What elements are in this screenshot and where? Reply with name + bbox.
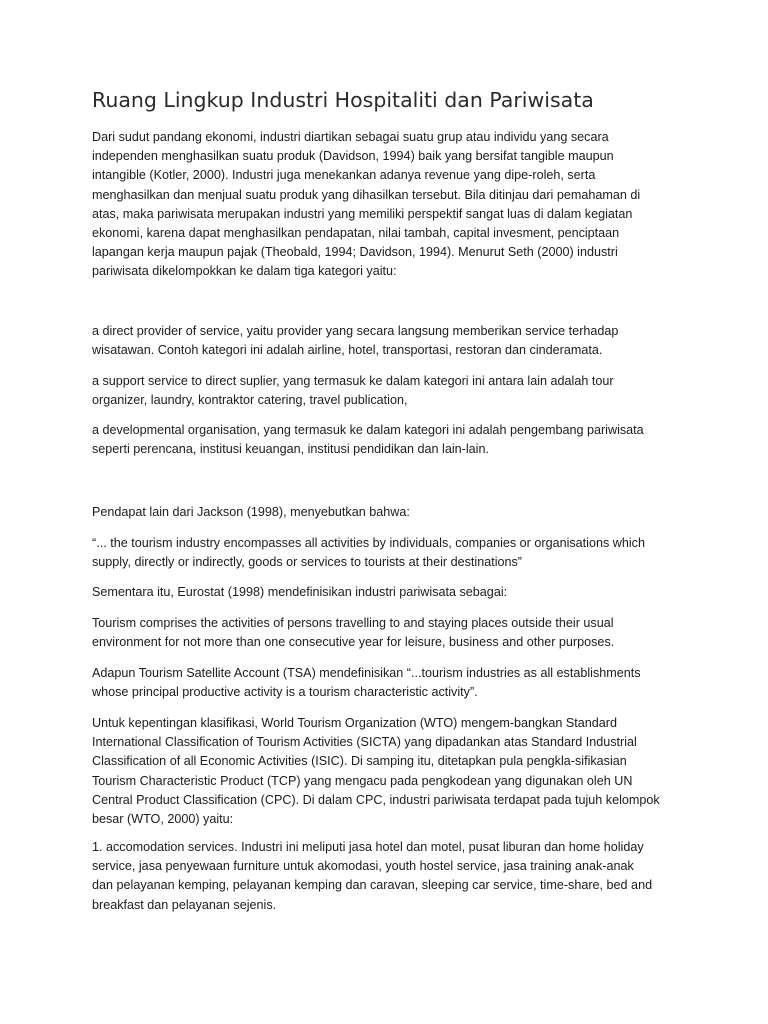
paragraph-wto-classification: Untuk kepentingan klasifikasi, World Tourism Organization (WTO) mengem-bangkan Standard International Classification of Tourism Activities (SICTA) yang dipadankan atas Standard Industrial Classification of all Economic Activities (ISIC). Di samping itu, ditetapkan pula pengkla-sifikasian Tourism Characteristic Product (TCP) yang mengacu pada pengkodean yang digunakan oleh UN Central Product Classification (CPC). Di dalam CPC, industri pariwisata terdapat pada tujuh kelompok besar (WTO, 2000) yaitu: xyxy=(92,716,660,827)
paragraph-eurostat: Sementara itu, Eurostat (1998) mendefinisikan industri pariwisata sebagai: xyxy=(92,585,508,599)
paragraph-jackson: Pendapat lain dari Jackson (1998), menyebutkan bahwa: xyxy=(92,505,410,519)
paragraph-tsa: Adapun Tourism Satellite Account (TSA) mendefinisikan “...tourism industries as all establishments whose principal productive activity is a tourism characteristic activity”. xyxy=(92,666,641,700)
paragraph-accomodation-services: 1. accomodation services. Industri ini meliputi jasa hotel dan motel, pusat liburan dan home holiday service, jasa penyewaan furniture untuk akomodasi, youth hostel service, jasa training anak-anak dan pelayanan kemping, pelayanan kemping dan caravan, sleeping car service, time-share, bed and breakfast dan pelayanan sejenis. xyxy=(92,840,653,912)
paragraph-support-service: a support service to direct suplier, yang termasuk ke dalam kategori ini antara lain adalah tour organizer, laundry, kontraktor catering, travel publication, xyxy=(92,374,614,408)
paragraph-direct-provider: a direct provider of service, yaitu provider yang secara langsung memberikan service terhadap wisatawan. Contoh kategori ini adalah airline, hotel, transportasi, restoran dan cinderamata. xyxy=(92,324,619,358)
paragraph-jackson-quote: “... the tourism industry encompasses all activities by individuals, companies or organisations which supply, directly or indirectly, goods or services to tourists at their destinations” xyxy=(92,536,645,570)
paragraph-developmental-organisation: a developmental organisation, yang termasuk ke dalam kategori ini adalah pengembang pariwisata seperti perencana, institusi keuangan, institusi pendidikan dan lain-lain. xyxy=(92,423,644,457)
paragraph-tourism-definition: Tourism comprises the activities of persons travelling to and staying places outside their usual environment for not more than one consecutive year for leisure, business and other purposes. xyxy=(92,616,615,650)
paragraph-intro: Dari sudut pandang ekonomi, industri diartikan sebagai suatu grup atau individu yang secara independen menghasilkan suatu produk (Davidson, 1994) baik yang bersifat tangible maupun intangible (Kotler, 2000). Industri juga menekankan adanya revenue yang dipe-roleh, serta menghasilkan dan menjual suatu produk yang dihasilkan tersebut. Bila ditinjau dari pemahaman di atas, maka pariwisata merupakan industri yang memiliki perspektif sangat luas di dalam kegiatan ekonomi, karena dapat menghasilkan pendapatan, nilai tambah, capital invesment, penciptaan lapangan kerja maupun pajak (Theobald, 1994; Davidson, 1994). Menurut Seth (2000) industri pariwisata dikelompokkan ke dalam tiga kategori yaitu: xyxy=(92,130,641,279)
document-title: Ruang Lingkup Industri Hospitaliti dan Pariwisata xyxy=(92,88,594,112)
